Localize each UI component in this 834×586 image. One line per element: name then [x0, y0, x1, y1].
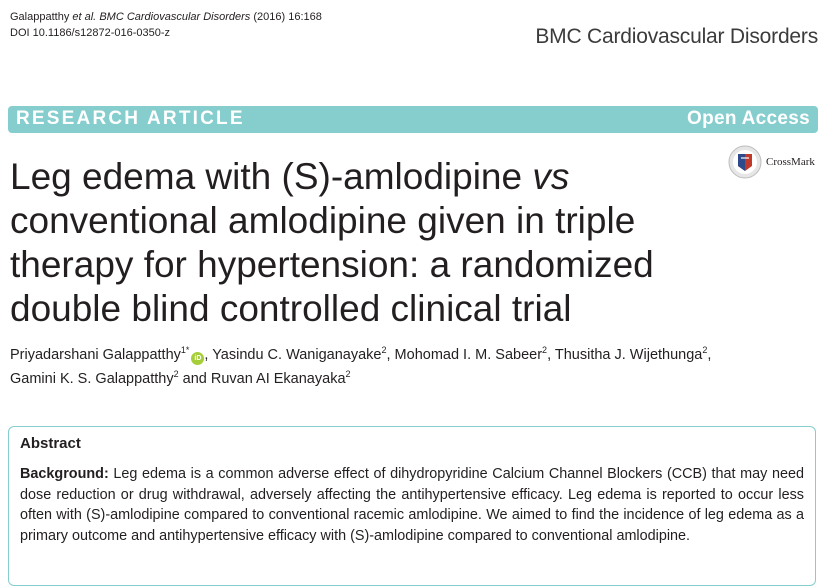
citation-authors: Galappatthy [10, 11, 70, 23]
abstract-background [20, 464, 804, 546]
crossmark-label: CrossMark [766, 156, 815, 168]
author-name: Thusitha J. Wijethunga [554, 347, 703, 363]
citation-header [10, 9, 322, 41]
article-type-banner [8, 106, 818, 133]
article-title [10, 155, 710, 331]
author-name: Gamini K. S. Galappatthy [10, 371, 174, 387]
author-affiliation: 2 [345, 369, 351, 380]
author-name: Yasindu C. Waniganayake [212, 347, 382, 363]
author-name: Mohomad I. M. Sabeer [394, 347, 543, 363]
abstract-heading: Abstract [20, 435, 81, 452]
author-affiliation: 1* [180, 345, 190, 356]
author-affiliation: 2 [173, 369, 179, 380]
author-name: Ruvan AI Ekanayaka [210, 371, 346, 387]
author-connector: and [182, 371, 207, 387]
citation-line [10, 9, 322, 25]
abstract-box [8, 426, 816, 586]
author-affiliation: 2 [381, 345, 387, 356]
crossmark-button[interactable] [728, 146, 828, 178]
open-access-label: Open Access [687, 108, 810, 129]
article-type: RESEARCH ARTICLE [16, 108, 245, 129]
journal-name: BMC Cardiovascular Disorders [535, 25, 818, 48]
citation-journal: BMC Cardiovascular Disorders [99, 11, 251, 23]
author-list: Priyadarshani Galappatthy$^{1*}$iD , Yasindu C. Waniganayake$^2$, Mohomad I. M. Sabeer$^2$, Thusitha J. Wijethunga$^2$, Gamini K. S. Galappatthy$^2$ and Ruvan AI Ekanayaka$^2$ [10, 345, 712, 387]
author-affiliation: 2 [702, 345, 708, 356]
citation-etal: et al. [72, 11, 97, 23]
title-vs: vs [532, 156, 570, 197]
author-name: Priyadarshani Galappatthy [10, 347, 181, 363]
title-part2: conventional amlodipine given in triple therapy for hypertension: a randomized double blind controlled clinical trial [10, 200, 654, 329]
orcid-icon[interactable]: iD [191, 352, 204, 365]
background-text: Leg edema is a common adverse effect of dihydropyridine Calcium Channel Blockers (CCB) that may need dose reduction or drug withdrawal, adversely affecting the antihypertensive efficacy. Leg edema is reported to occur less often with (S)-amlodipine compared to conventional racemic amlodipine. We aimed to find the incidence of leg edema as a primary outcome and antihypertensive efficacy with (S)-amlodipine compared to conventional amlodipine. [20, 466, 804, 544]
crossmark-icon [728, 145, 762, 179]
background-label: Background: [20, 466, 109, 482]
author-affiliation: 2 [542, 345, 548, 356]
citation-volume: (2016) 16:168 [253, 11, 322, 23]
citation-doi[interactable]: DOI 10.1186/s12872-016-0350-z [10, 27, 171, 39]
title-part1: Leg edema with (S)-amlodipine [10, 156, 523, 197]
